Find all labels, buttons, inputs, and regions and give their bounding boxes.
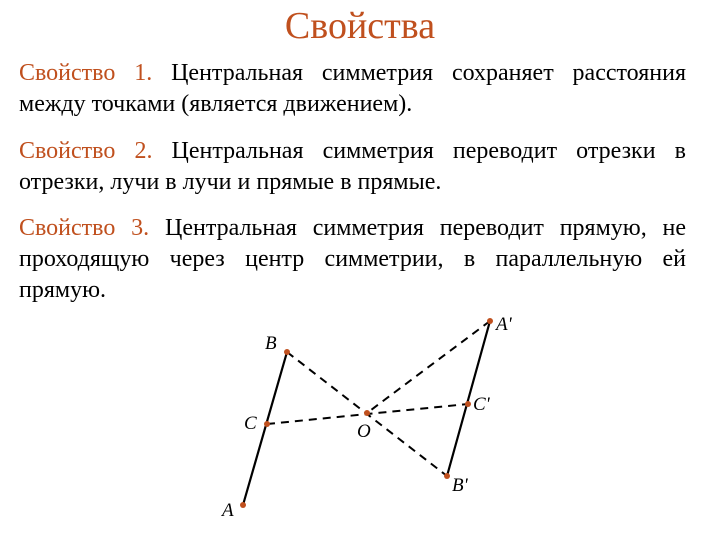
label-b-prime: B' <box>452 475 468 496</box>
label-a-prime: A' <box>496 314 512 335</box>
property-2-text: Центральная симметрия переводит отрезки в отрезки, лучи в лучи и прямые в прямые. <box>19 138 686 195</box>
point-b-prime <box>444 473 450 479</box>
point-a <box>240 502 246 508</box>
point-a-prime <box>487 318 493 324</box>
point-o <box>364 410 370 416</box>
property-3-label: Свойство 3. <box>19 215 150 241</box>
property-1-label: Свойство 1. <box>19 60 153 86</box>
label-b: B <box>265 333 277 354</box>
point-c <box>264 421 270 427</box>
label-o: O <box>357 421 371 442</box>
point-b <box>284 349 290 355</box>
page-title: Свойства <box>284 5 436 47</box>
property-2-label: Свойство 2. <box>19 138 153 164</box>
dashed-a1-o <box>367 321 490 413</box>
property-1-text: Центральная симметрия сохраняет расстояния между точками (является движением). <box>19 60 686 117</box>
property-3-text: Центральная симметрия переводит прямую, не проходящую через центр симметрии, в параллельную ей прямую. <box>19 215 687 303</box>
label-c: C <box>244 413 257 434</box>
label-c-prime: C' <box>473 394 490 415</box>
label-a: A <box>222 500 234 521</box>
point-c-prime <box>465 401 471 407</box>
